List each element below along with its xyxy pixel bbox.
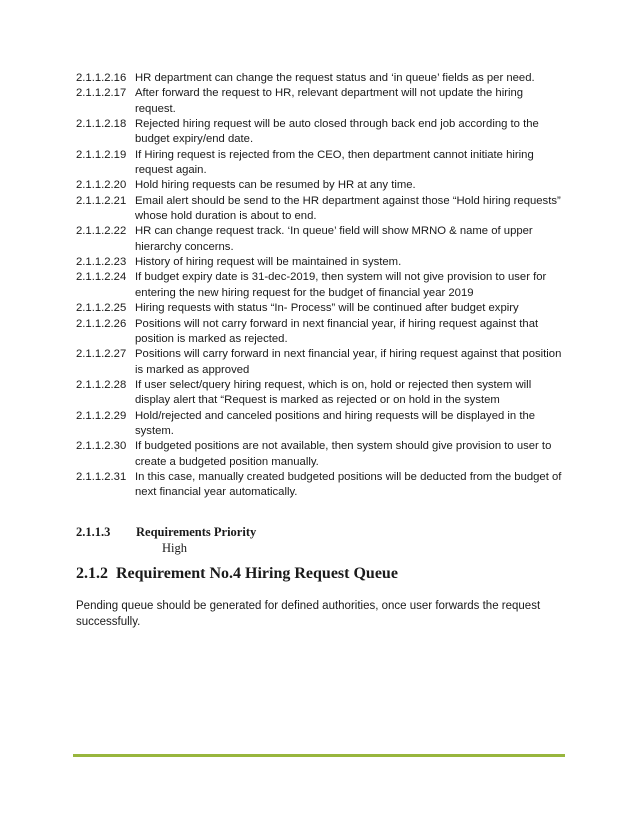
requirement-item — [76, 194, 566, 225]
requirement-number: 2.1.1.2.16 — [76, 72, 127, 84]
requirement-text: Email alert should be send to the HR department against those “Hold hiring requests” whose hold duration is about to end. — [135, 194, 561, 223]
requirement-number: 2.1.1.2.29 — [76, 409, 127, 422]
requirement-item — [76, 255, 566, 270]
requirement-item — [76, 347, 566, 378]
requirement-text: Hold hiring requests can be resumed by HR at any time. — [135, 179, 416, 192]
requirement-text: Positions will not carry forward in next financial year, if hiring request against that position is marked as rejected. — [135, 317, 539, 345]
requirement-text: If budget expiry date is 31-dec-2019, then system will not give provision to user for entering the new hiring request for the budget of financial year 2019 — [135, 271, 547, 299]
requirement-number: 2.1.1.2.27 — [76, 348, 127, 361]
requirement-item — [76, 270, 566, 301]
section-title: Requirement No.4 Hiring Request Queue — [116, 565, 398, 582]
section-paragraph: Pending queue should be generated for defined authorities, once user forwards the request successfully. — [76, 600, 541, 628]
requirement-text: History of hiring request will be maintained in system. — [135, 256, 402, 269]
requirement-text: If user select/query hiring request, which is on, hold or rejected then system will display alert that “Request is marked as rejected or on hold in the system — [135, 378, 532, 407]
requirement-number: 2.1.1.2.26 — [76, 317, 127, 330]
requirement-text: Hiring requests with status “In- Process” will be continued after budget expiry — [135, 302, 519, 315]
requirement-item — [76, 148, 566, 179]
priority-number: 2.1.1.3 — [76, 525, 111, 539]
requirement-number: 2.1.1.2.18 — [76, 118, 127, 131]
priority-value: High — [162, 541, 187, 555]
requirement-item — [76, 86, 566, 117]
requirements-list — [76, 71, 566, 501]
requirement-text: After forward the request to HR, relevant department will not update the hiring request. — [135, 87, 524, 115]
requirement-item — [76, 178, 566, 193]
requirement-item — [76, 439, 566, 470]
requirement-item — [76, 409, 566, 440]
requirement-number: 2.1.1.2.23 — [76, 256, 127, 269]
requirement-text: In this case, manually created budgeted positions will be deducted from the budget of next financial year automatically. — [135, 470, 562, 499]
requirement-item — [76, 378, 566, 409]
requirement-text: HR can change request track. ‘In queue’ field will show MRNO & name of upper hierarchy concerns. — [135, 225, 533, 253]
requirement-number: 2.1.1.2.21 — [76, 194, 127, 207]
requirement-text: HR department can change the request status and ‘in queue’ fields as per need. — [135, 72, 535, 84]
requirement-number: 2.1.1.2.25 — [76, 302, 127, 315]
requirement-text: Hold/rejected and canceled positions and hiring requests will be displayed in the system. — [135, 409, 536, 437]
requirement-item — [76, 470, 566, 501]
requirement-item — [76, 71, 566, 86]
requirement-number: 2.1.1.2.28 — [76, 378, 127, 391]
section-number: 2.1.2 — [76, 565, 108, 582]
requirement-text: Positions will carry forward in next financial year, if hiring request against that position is marked as approved — [135, 348, 562, 376]
requirement-number: 2.1.1.2.22 — [76, 225, 127, 238]
priority-title: Requirements Priority — [136, 525, 257, 539]
requirement-number: 2.1.1.2.31 — [76, 470, 127, 483]
requirement-item — [76, 224, 566, 255]
requirement-number: 2.1.1.2.19 — [76, 148, 127, 161]
requirement-text: If budgeted positions are not available, then system should give provision to user to create a budgeted position manually. — [135, 440, 552, 468]
requirement-text: If Hiring request is rejected from the CEO, then department cannot initiate hiring request again. — [135, 148, 534, 177]
requirement-item — [76, 317, 566, 348]
requirement-item — [76, 117, 566, 148]
footer-rule — [73, 754, 565, 757]
requirement-number: 2.1.1.2.24 — [76, 271, 127, 284]
requirements-priority-section — [76, 524, 256, 556]
requirement-number: 2.1.1.2.17 — [76, 87, 127, 100]
requirement-number: 2.1.1.2.30 — [76, 440, 127, 453]
requirement-number: 2.1.1.2.20 — [76, 179, 127, 192]
priority-heading — [76, 524, 256, 540]
section-heading — [76, 565, 398, 583]
requirement-item — [76, 301, 566, 316]
requirement-text: Rejected hiring request will be auto closed through back end job according to the budget expiry/end date. — [135, 118, 539, 146]
